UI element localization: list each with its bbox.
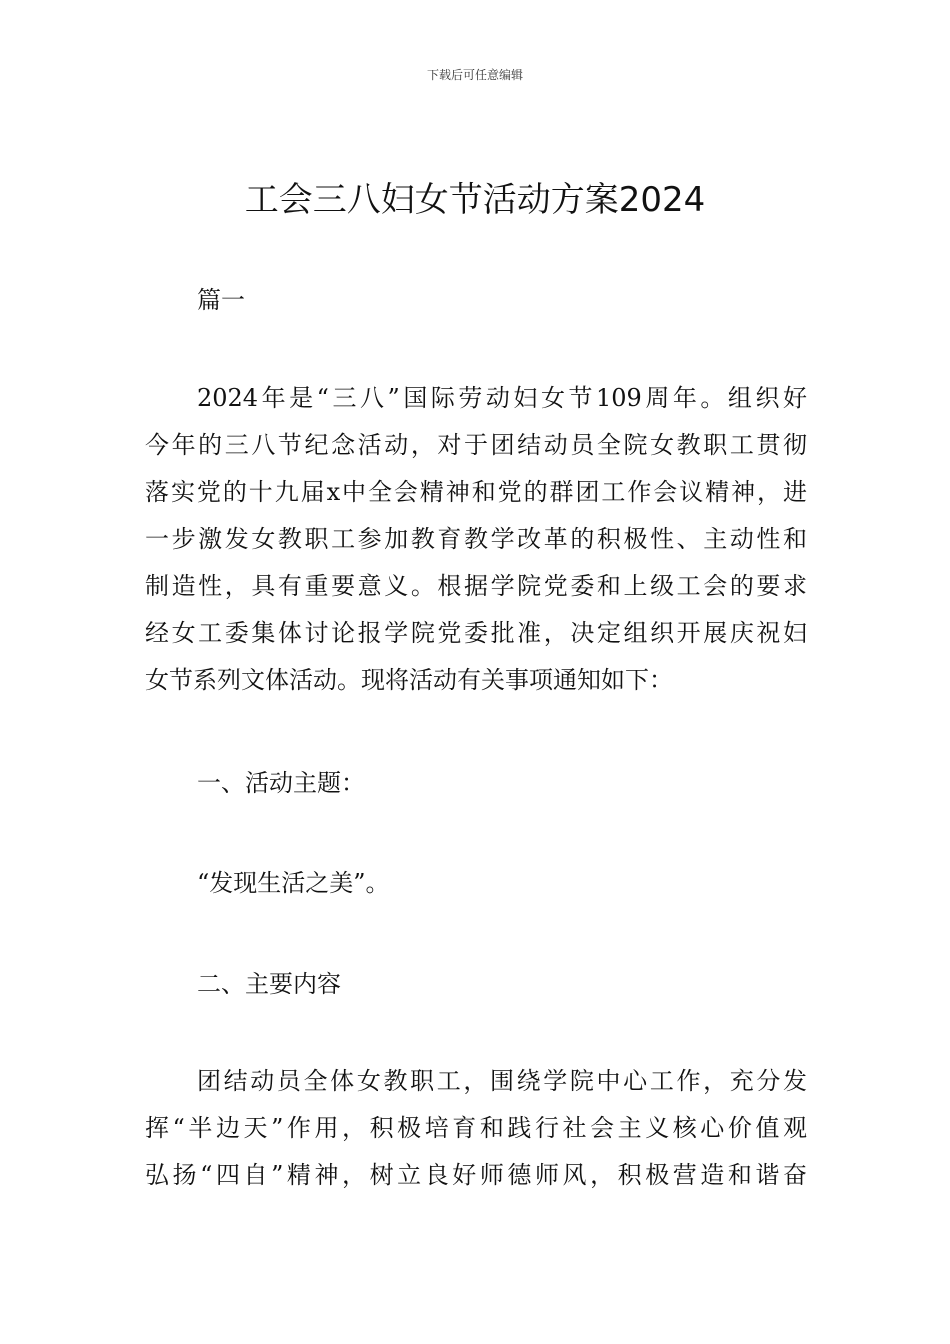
paragraph-line: 弘扬“四自”精神，树立良好师德师风，积极营造和谐奋 [145,1161,807,1189]
paragraph-line: 今年的三八节纪念活动，对于团结动员全院女教职工贯彻 [145,431,807,459]
paragraph-line: 团结动员全体女教职工，围绕学院中心工作，充分发 [197,1067,807,1095]
header-note: 下载后可任意编辑 [426,68,523,82]
paragraph-line: 女节系列文体活动。现将活动有关事项通知如下： [145,666,673,694]
paragraph-line: 落实党的十九届x中全会精神和党的群团工作会议精神，进 [145,478,807,506]
document-title: 工会三八妇女节活动方案2024 [244,180,706,220]
heading-activity-theme: 一、活动主题： [197,769,365,797]
intro-paragraph [145,375,807,704]
paragraph-line: 2024年是“三八”国际劳动妇女节109周年。组织好 [197,384,807,412]
content-paragraph [145,1058,807,1199]
heading-main-content: 二、主要内容 [197,970,341,998]
theme-text: “发现生活之美”。 [197,869,390,897]
paragraph-line: 制造性，具有重要意义。根据学院党委和上级工会的要求 [145,572,807,600]
paragraph-line: 一步激发女教职工参加教育教学改革的积极性、主动性和 [145,525,807,553]
section-label: 篇一 [197,286,245,314]
paragraph-line: 挥“半边天”作用，积极培育和践行社会主义核心价值观 [145,1114,807,1142]
paragraph-line: 经女工委集体讨论报学院党委批准，决定组织开展庆祝妇 [145,619,807,647]
